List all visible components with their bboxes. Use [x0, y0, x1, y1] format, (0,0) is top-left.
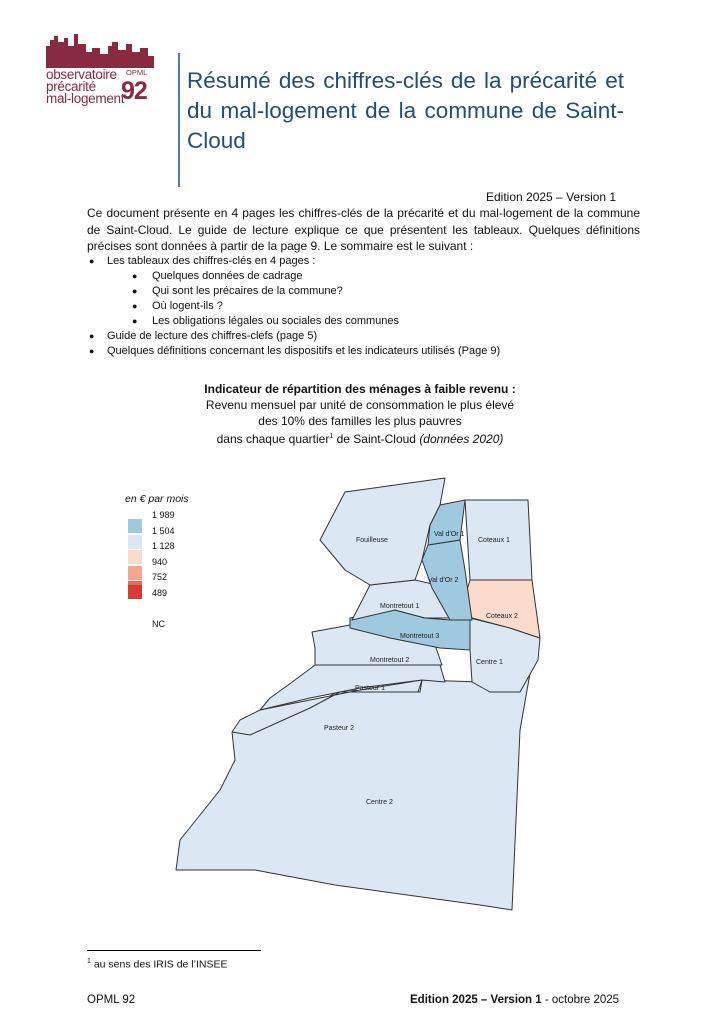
- map-heading: [140, 381, 580, 447]
- toc-list: [87, 254, 647, 359]
- label-pasteur-1: Pasteur 1: [355, 685, 385, 692]
- map-heading-line3: des 10% des familles les plus pauvres: [258, 414, 462, 428]
- label-centre-2: Centre 2: [366, 799, 393, 806]
- label-val-dor-2: Val d'Or 2: [428, 577, 459, 584]
- legend-value: 1 504: [152, 525, 175, 536]
- map-heading-title: Indicateur de répartition des ménages à faible revenu :: [204, 382, 516, 396]
- label-montretout-2: Montretout 2: [370, 657, 410, 664]
- legend-title: en € par mois: [125, 493, 189, 505]
- legend-value: 1 989: [152, 510, 175, 520]
- toc-subitem: ● Les obligations légales ou sociales des communes: [132, 315, 400, 327]
- footer-right: Edition 2025 – Version 1 - octobre 2025: [410, 994, 620, 1006]
- legend-nc: NC: [152, 619, 165, 629]
- iris-map: [160, 470, 550, 920]
- legend-value: 752: [152, 572, 168, 582]
- legend-value: 1 128: [152, 541, 175, 551]
- footer-left: OPML 92: [87, 994, 136, 1006]
- toc-subitem: ● Où logent-ils ?: [132, 300, 223, 312]
- logo-line2: précarité: [46, 79, 96, 94]
- label-coteaux-1: Coteaux 1: [478, 537, 510, 544]
- intro-paragraph: Ce document présente en 4 pages les chiffres-clés de la précarité et du mal-logement de la commune de Saint-Cloud. Le guide de lecture explique ce que présentent les tableaux. Quelques définitions précises sont données à partir de la page 9. Le sommaire est le suivant :: [87, 206, 640, 253]
- toc-subitem: ● Qui sont les précaires de la commune?: [132, 285, 343, 297]
- city-skyline-icon: [44, 32, 156, 68]
- legend-swatch: [128, 519, 142, 533]
- toc-item: ● Les tableaux des chiffres-clés en 4 pages :: [89, 255, 316, 267]
- label-montretout-1: Montretout 1: [380, 603, 420, 610]
- logo-number: 92: [121, 77, 147, 105]
- logo-tag: OPML: [126, 68, 148, 77]
- map-heading-line2: Revenu mensuel par unité de consommation le plus élevé: [205, 398, 515, 412]
- label-centre-1: Centre 1: [476, 659, 503, 666]
- toc-item: ● Guide de lecture des chiffres-clefs (page 5): [89, 330, 318, 342]
- footnote: $^1$ au sens des IRIS de l’INSEE: [87, 958, 228, 971]
- edition-label: Edition 2025 – Version 1: [486, 190, 617, 204]
- toc-item: ● Quelques définitions concernant les dispositifs et les indicateurs utilisés (Page 9): [89, 345, 501, 357]
- label-pasteur-2: Pasteur 2: [324, 725, 354, 732]
- legend-swatch: [128, 585, 142, 599]
- label-fouilleuse: Fouilleuse: [356, 537, 388, 544]
- legend-value: 489: [152, 587, 168, 598]
- logo-line3: mal-logement: [46, 91, 125, 106]
- legend-swatch: [128, 550, 142, 564]
- label-coteaux-2: Coteaux 2: [486, 613, 518, 620]
- label-montretout-3: Montretout 3: [400, 633, 440, 640]
- region-centre-2: [176, 662, 532, 910]
- legend-swatch: [128, 566, 142, 580]
- map-heading-line4: dans chaque quartier$^1$ de Saint-Cloud (données 2020): [216, 432, 504, 446]
- title-rule: [178, 53, 180, 187]
- label-val-dor-1: Val d'Or 1: [434, 531, 465, 538]
- toc-subitem: ● Quelques données de cadrage: [132, 270, 303, 282]
- legend-value: 940: [152, 556, 168, 567]
- logo-line1: observatoire: [46, 67, 117, 82]
- footnote-rule: [87, 950, 261, 951]
- opml-logo: [44, 32, 156, 104]
- legend-swatch: [128, 535, 142, 549]
- document-title: Résumé des chiffres-clés de la précarité et du mal-logement de la commune de Saint-Cloud: [187, 68, 624, 153]
